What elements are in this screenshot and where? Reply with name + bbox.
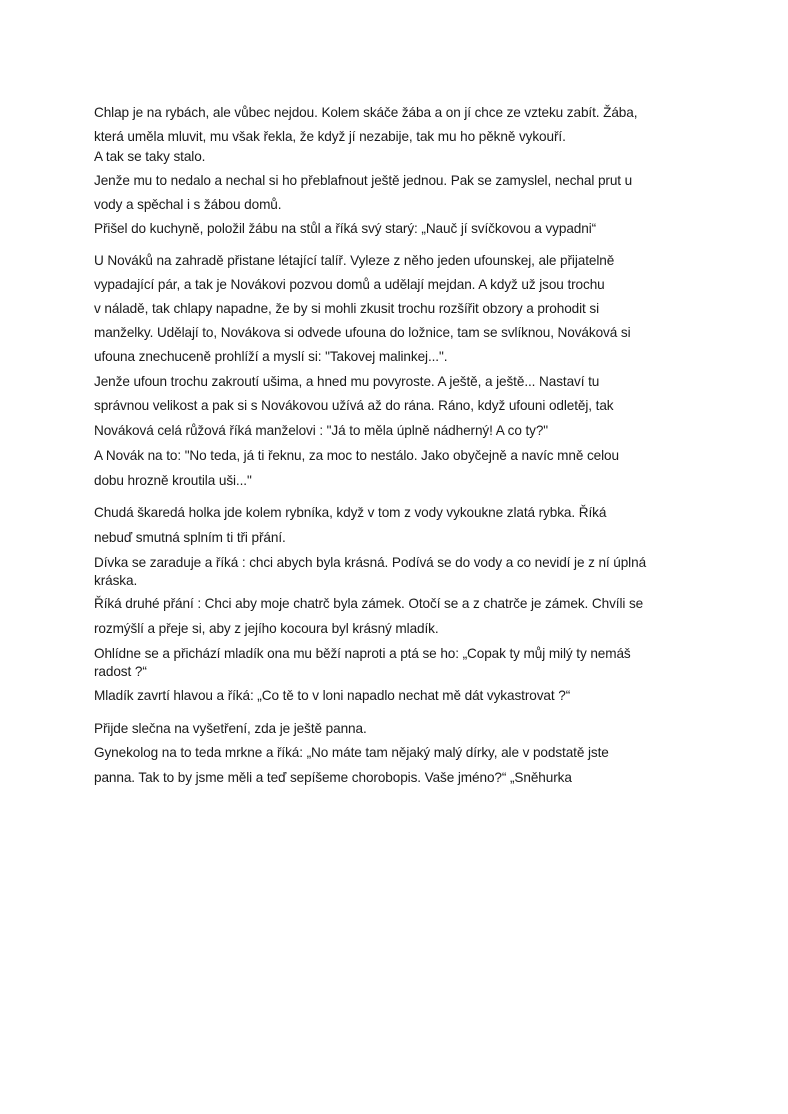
text-line: dobu hrozně kroutila uši..." bbox=[94, 473, 252, 488]
text-line: Mladík zavrtí hlavou a říká: „Co tě to v loni napadlo nechat mě dát vykastrovat ?“ bbox=[94, 688, 571, 703]
text-line: Jenže ufoun trochu zakroutí ušima, a hned mu povyroste. A ještě, a ještě... Nastaví tu bbox=[94, 374, 600, 389]
text-line: Chudá škaredá holka jde kolem rybníka, když v tom z vody vykoukne zlatá rybka. Říká bbox=[94, 505, 607, 520]
text-line: ufouna znechuceně prohlíží a myslí si: "Takovej malinkej...". bbox=[94, 349, 448, 364]
text-line: radost ?“ bbox=[94, 664, 147, 679]
text-line: v náladě, tak chlapy napadne, že by si mohli zkusit trochu rozšířit obzory a prohodit si bbox=[94, 301, 600, 316]
text-line: Chlap je na rybách, ale vůbec nejdou. Kolem skáče žába a on jí chce ze vzteku zabít. Žába, bbox=[94, 105, 638, 120]
text-line: Říká druhé přání : Chci aby moje chatrč byla zámek. Otočí se a z chatrče je zámek. Chvíli se bbox=[94, 596, 644, 611]
text-line: Přišel do kuchyně, položil žábu na stůl a říká svý starý: „Nauč jí svíčkovou a vypadni“ bbox=[94, 221, 597, 236]
text-line: nebuď smutná splním ti tři přání. bbox=[94, 530, 286, 545]
text-line: vypadající pár, a tak je Novákovi pozvou domů a udělají mejdan. A když už jsou trochu bbox=[94, 277, 605, 292]
text-line: Gynekolog na to teda mrkne a říká: „No máte tam nějaký malý dírky, ale v podstatě jste bbox=[94, 745, 609, 760]
text-line: rozmýšlí a přeje si, aby z jejího kocoura byl krásný mladík. bbox=[94, 621, 439, 636]
text-line: A Novák na to: "No teda, já ti řeknu, za moc to nestálo. Jako obyčejně a navíc mně celou bbox=[94, 448, 619, 463]
text-line: panna. Tak to by jsme měli a teď sepíšeme chorobopis. Vaše jméno?“ „Sněhurka bbox=[94, 770, 572, 785]
text-line: Přijde slečna na vyšetření, zda je ještě panna. bbox=[94, 721, 367, 736]
text-line: Nováková celá růžová říká manželovi : "Já to měla úplně nádherný! A co ty?" bbox=[94, 423, 549, 438]
text-line: U Nováků na zahradě přistane létající talíř. Vyleze z něho jeden ufounskej, ale přijatelně bbox=[94, 253, 615, 268]
text-line: kráska. bbox=[94, 573, 138, 588]
text-line: Jenže mu to nedalo a nechal si ho přeblafnout ještě jednou. Pak se zamyslel, nechal prut u bbox=[94, 173, 633, 188]
text-line: vody a spěchal i s žábou domů. bbox=[94, 197, 282, 212]
text-line: Ohlídne se a přichází mladík ona mu běží naproti a ptá se ho: „Copak ty můj milý ty nemáš bbox=[94, 646, 631, 661]
text-line: A tak se taky stalo. bbox=[94, 149, 206, 164]
text-line: která uměla mluvit, mu však řekla, že když jí nezabije, tak mu ho pěkně vykouří. bbox=[94, 129, 566, 144]
text-line: Dívka se zaraduje a říká : chci abych byla krásná. Podívá se do vody a co nevidí je z ní úplná bbox=[94, 555, 647, 570]
text-line: správnou velikost a pak si s Novákovou užívá až do rána. Ráno, když ufouni odletěj, tak bbox=[94, 398, 614, 413]
text-line: manželky. Udělají to, Novákova si odvede ufouna do ložnice, tam se svlíknou, Nováková si bbox=[94, 325, 631, 340]
